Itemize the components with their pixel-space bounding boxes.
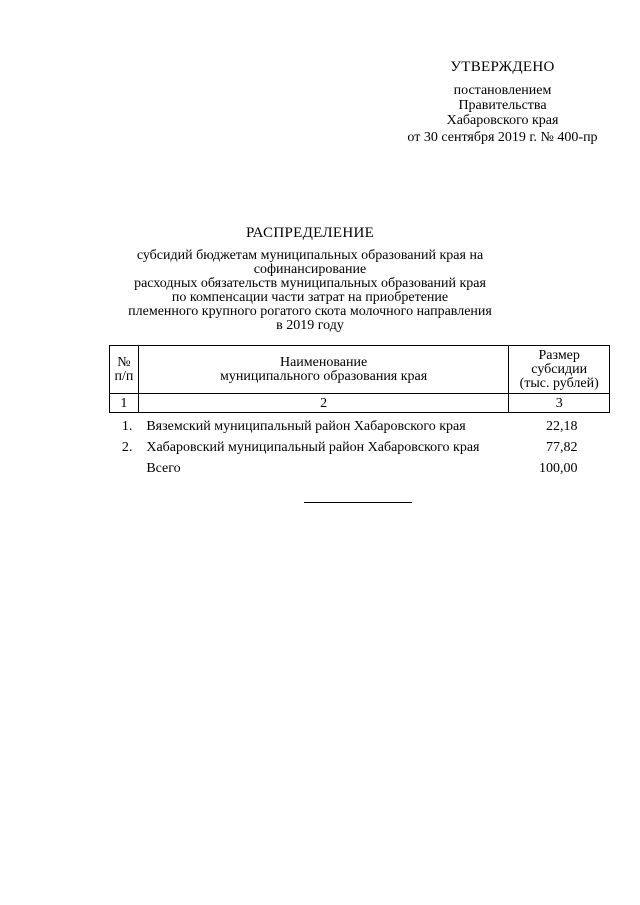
row-name: Хабаровский муниципальный район Хабаровского края — [146, 440, 480, 455]
table-header-row — [110, 346, 610, 394]
header-num-line2: п/п — [114, 368, 134, 384]
approval-stamp — [395, 60, 610, 145]
distribution-table — [109, 345, 610, 479]
header-name-line1: Наименование — [279, 354, 368, 370]
row-num: 1. — [121, 419, 133, 434]
header-amount-line1: Размер — [538, 347, 580, 363]
approval-line: постановлением — [453, 83, 552, 98]
total-row — [110, 458, 610, 479]
document-title: РАСПРЕДЕЛЕНИЕ — [245, 225, 375, 241]
column-number: 3 — [509, 394, 610, 413]
row-amount: 22,18 — [546, 419, 578, 434]
row-num: 2. — [121, 440, 133, 455]
approval-line: Правительства — [458, 98, 547, 113]
total-amount: 100,00 — [539, 461, 578, 476]
header-name-line2: муниципального образования края — [219, 368, 428, 384]
header-amount-line3: (тыс. рублей) — [519, 375, 599, 391]
document-subtitle-line: расходных обязательств муниципальных образований края — [134, 276, 486, 291]
approval-heading: УТВЕРЖДЕНО — [450, 59, 555, 75]
document-title-block — [100, 226, 520, 333]
total-num — [110, 458, 139, 479]
total-label: Всего — [146, 461, 181, 476]
column-number-row — [110, 394, 610, 413]
header-amount — [509, 346, 610, 394]
document-subtitle-line: в 2019 году — [276, 318, 344, 333]
header-num — [110, 346, 139, 394]
column-number: 2 — [138, 394, 509, 413]
row-name: Вяземский муниципальный район Хабаровского края — [146, 419, 466, 434]
column-number: 1 — [110, 394, 139, 413]
header-name — [138, 346, 509, 394]
table-row — [110, 437, 610, 458]
document-subtitle-line: субсидий бюджетам муниципальных образований края на софинансирование — [136, 248, 484, 277]
header-amount-line2: субсидии — [531, 361, 588, 377]
document-subtitle-line: племенного крупного рогатого скота молочного направления — [128, 304, 492, 319]
row-amount: 77,82 — [546, 440, 578, 455]
end-divider — [304, 502, 412, 503]
document-subtitle-line: по компенсации части затрат на приобретение — [171, 290, 449, 305]
approval-date: от 30 сентября 2019 г. № 400-пр — [407, 130, 598, 145]
header-num-line1: № — [117, 354, 131, 370]
table-row — [110, 413, 610, 438]
approval-line: Хабаровского края — [446, 113, 559, 128]
